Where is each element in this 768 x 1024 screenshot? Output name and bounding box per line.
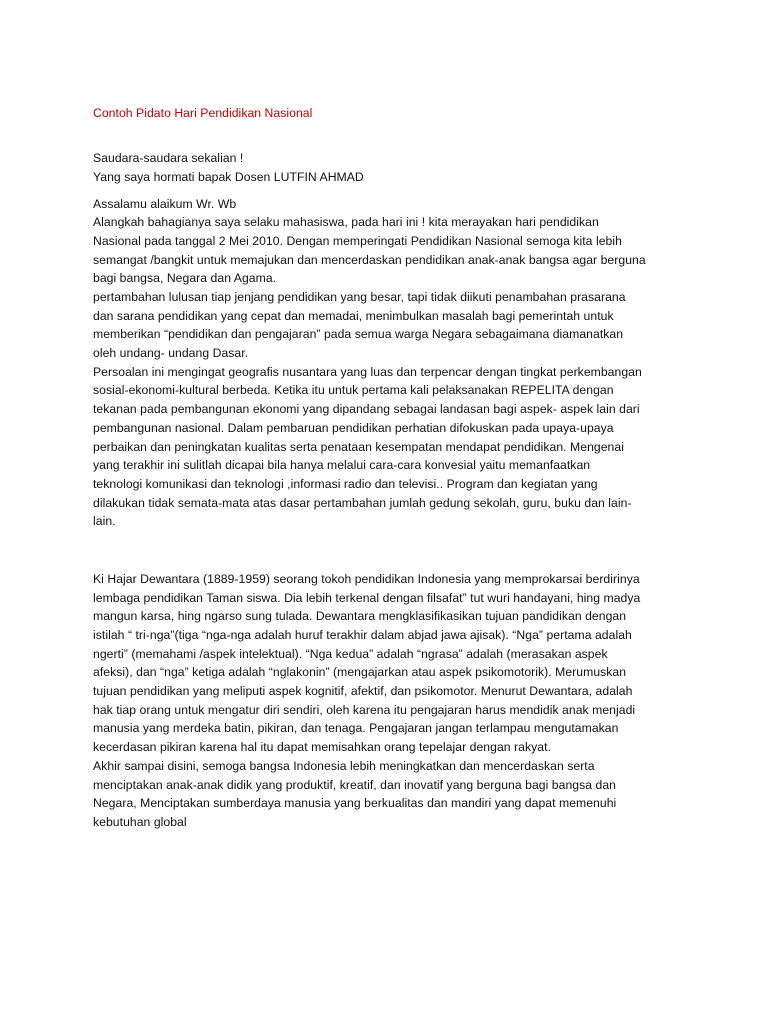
opening-block [93, 195, 683, 531]
paragraph-line: tekanan pada pembangunan ekonomi yang dipandang sebagai landasan bagi aspek- aspek lain dari [93, 402, 640, 417]
paragraph-line: Negara, Menciptakan sumberdaya manusia yang berkualitas dan mandiri yang dapat memenuhi [93, 796, 617, 811]
spacer [93, 123, 683, 142]
greeting-line: Yang saya hormati bapak Dosen LUTFIN AHMAD [93, 169, 364, 184]
paragraph-line: semangat /bangkit untuk memajukan dan mencerdaskan pendidikan anak-anak bangsa agar berguna [93, 252, 646, 267]
document-body [93, 104, 683, 832]
paragraph-line: kebutuhan global [93, 814, 187, 829]
paragraph-line: pertambahan lulusan tiap jenjang pendidikan yang besar, tapi tidak diikuti penambahan prasarana [93, 290, 626, 304]
paragraph-line: Persoalan ini mengingat geografis nusantara yang luas dan terpencar dengan tingkat perkembangan [93, 364, 642, 379]
paragraph-line: afeksi), dan “nga” ketiga adalah “nglakonin” (mengajarkan atau aspek psikomotorik). Merumuskan [93, 665, 627, 680]
document-title: Contoh Pidato Hari Pendidikan Nasional [93, 106, 313, 120]
paragraph-line: Assalamu alaikum Wr. Wb [93, 196, 237, 211]
paragraph-line: teknologi komunikasi dan teknologi ,informasi radio dan televisi.. Program dan kegiatan yang [93, 476, 598, 491]
paragraph-line: manusia yang merdeka batin, pikiran, dan tenaga. Pengajaran jangan terlampau mengutamakan [93, 721, 619, 736]
paragraph-line: Ki Hajar Dewantara (1889-1959) seorang tokoh pendidikan Indonesia yang memprokarsai berdirinya [93, 571, 640, 586]
paragraph-line: lain. [93, 514, 116, 529]
paragraph-line: istilah “ tri-nga”(tiga “nga-nga adalah huruf terakhir dalam abjad jawa ajisak). “Nga” pertama adalah [93, 628, 632, 642]
paragraph-line: memberikan “pendidikan dan pengajaran” pada semua warga Negara sebagaimana diamanatkan [93, 327, 624, 342]
paragraph-line: dilakukan tidak semata-mata atas dasar pertambahan jumlah gedung sekolah, guru, buku dan lain- [93, 495, 632, 510]
greeting-block [93, 149, 683, 186]
paragraph-line: dan sarana pendidikan yang cepat dan memadai, menimbulkan masalah bagi pemerintah untuk [93, 308, 614, 323]
paragraph-line: lembaga pendidikan Taman siswa. Dia lebih terkenal dengan filsafat” tut wuri handayani, hing madya [93, 590, 641, 605]
paragraph-line: Akhir sampai disini, semoga bangsa Indonesia lebih meningkatkan dan mencerdaskan serta [93, 758, 595, 773]
spacer [93, 187, 683, 195]
spacer [93, 531, 683, 570]
paragraph-line: sosial-ekonomi-kultural berbeda. Ketika itu untuk pertama kali pelaksanakan REPELITA dengan [93, 383, 614, 398]
paragraph-line: oleh undang- undang Dasar. [93, 346, 249, 361]
paragraph-line: yang terakhir ini sulitlah dicapai bila hanya melalui cara-cara konvesial yaitu memanfaatkan [93, 458, 591, 473]
paragraph-line: mangun karsa, hing ngarso sung tulada. Dewantara mengklasifikasikan tujuan pandidikan dengan [93, 609, 627, 624]
greeting-line: Saudara-saudara sekalian ! [93, 151, 244, 166]
paragraph-line: kecerdasan pikiran karena hal itu dapat memisahkan orang tepelajar dengan rakyat. [93, 740, 551, 755]
paragraph-line: pembangunan nasional. Dalam pembaruan pendidikan perhatian difokuskan pada upaya-upaya [93, 420, 614, 435]
paragraph-line: tujuan pendidikan yang meliputi aspek kognitif, afektif, dan psikomotor. Menurut Dewantara, adalah [93, 684, 633, 699]
paragraph-line: Nasional pada tanggal 2 Mei 2010. Dengan memperingati Pendidikan Nasional semoga kita lebih [93, 233, 622, 248]
paragraph-line: ngerti” (memahami /aspek intelektual). “Nga kedua” adalah “ngrasa” adalah (merasakan aspek [93, 646, 608, 661]
paragraph-line: menciptakan anak-anak didik yang produktif, kreatif, dan inovatif yang berguna bagi bangsa dan [93, 777, 617, 792]
paragraph-line: perbaikan dan peningkatan kualitas serta penataan kesempatan mendapat pendidikan. Mengenai [93, 439, 624, 454]
paragraph-line: hak tiap orang untuk mengatur diri sendiri, oleh karena itu pengajaran harus mendidik anak menjadi [93, 702, 636, 717]
paragraph-line: bagi bangsa, Negara dan Agama. [93, 271, 277, 286]
paragraph-line: Alangkah bahagianya saya selaku mahasiswa, pada hari ini ! kita merayakan hari pendidikan [93, 215, 599, 230]
second-block [93, 570, 683, 832]
spacer [93, 141, 683, 149]
